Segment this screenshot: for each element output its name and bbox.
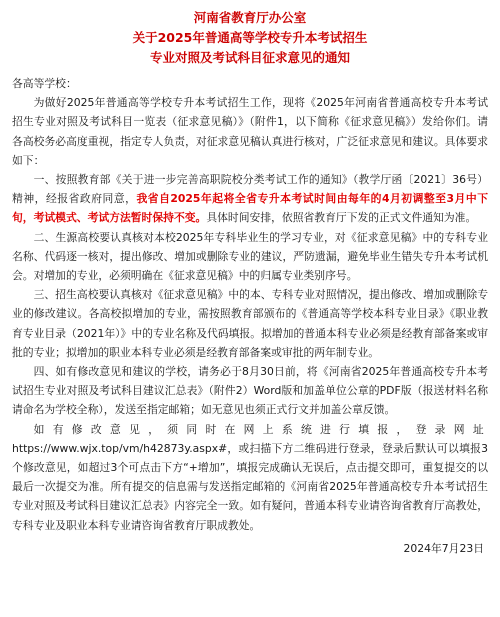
online-filing-lead: 如有修改意见，须同时在网上系统进行填报，登录网址 [33, 422, 488, 436]
title-line-2: 专业对照及考试科目征求意见的通知 [149, 50, 350, 65]
item-4-paragraph: 四、如有修改意见和建议的学校，请务必于8月30日前，将《河南省2025年普通高校专升本考试招生专业对照及考试科目建议汇总表》（附件2）Word版和加盖单位公章的PDF版（报送材料名称请命名为学校全称），发送至指定邮箱；如无意见也须正式行文并加盖公章反馈。 [12, 365, 488, 417]
online-filing-text: https://www.wjx.top/vm/h42873y.aspx#，或扫描下方二维码进行登录，登录后默认可以填报3个修改意见，如超过3个可点击下方“+增加”，填报完成确认无误后，点击提交即可，重复提交的以最后一次提交为准。所有提交的信息需与发送指定邮箱的《河南省2025年普通高校专升本考试招生专业对照及考试科目建议汇总表》内容完全一致。如有疑问，普通本科专业请咨询省教育厅高教处，专科专业及职业本科专业请咨询省教育厅职成教处。 [12, 441, 488, 532]
item-2-paragraph: 二、生源高校要认真核对本校2025年专科毕业生的学习专业，对《征求意见稿》中的专科专业名称、代码逐一核对，提出修改、增加或删除专业的建议，严防遗漏，避免毕业生错失专升本考试机会。对增加的专业，必须明确在《征求意见稿》中的归属专业类别序号。 [12, 230, 488, 283]
item-1-highlight: 我省自2025年起将全省专升本考试时间由每年的4月初调整至3月中下旬，考试模式、考试方法暂时保持不变。 [12, 192, 489, 225]
item-1-paragraph [12, 170, 488, 228]
salutation: 各高等学校： [12, 77, 77, 90]
issue-date: 2024年7月23日 [403, 541, 484, 555]
intro-paragraph: 为做好2025年普通高等学校专升本考试招生工作，现将《2025年河南省普通高校专升本考试招生专业对照及考试科目一览表（征求意见稿）》（附件1，以下简称《征求意见稿》）发给你们。请各高校务必高度重视，指定专人负责，对征求意见稿认真进行核对，广泛征求意见和建议。具体要求如下： [12, 96, 488, 167]
online-filing-paragraph [12, 420, 488, 535]
title-line-1: 关于2025年普通高等学校专升本考试招生 [132, 30, 368, 45]
issuing-org: 河南省教育厅办公室 [193, 10, 307, 25]
item-1-text-end: 具体时间安排，依照省教育厅下发的正式文件通知为准。 [206, 211, 477, 225]
item-1-text: 一、按照教育部《关于进一步完善高职院校分类考试工作的通知》（教学厅函〔2021〕36号）精神，经报省政府同意， [12, 173, 488, 206]
item-3-paragraph: 三、招生高校要认真核对《征求意见稿》中的本、专科专业对照情况，提出修改、增加或删除专业的修改建议。各高校拟增加的专业，需按照教育部颁布的《普通高等学校本科专业目录》《职业教育专业目录（2021年）》中的专业名称及代码填报。拟增加的普通本科专业必须是经教育部备案或审批的专业；拟增加的职业本科专业必须是经教育部备案或审批的两年制专业。 [12, 288, 488, 359]
